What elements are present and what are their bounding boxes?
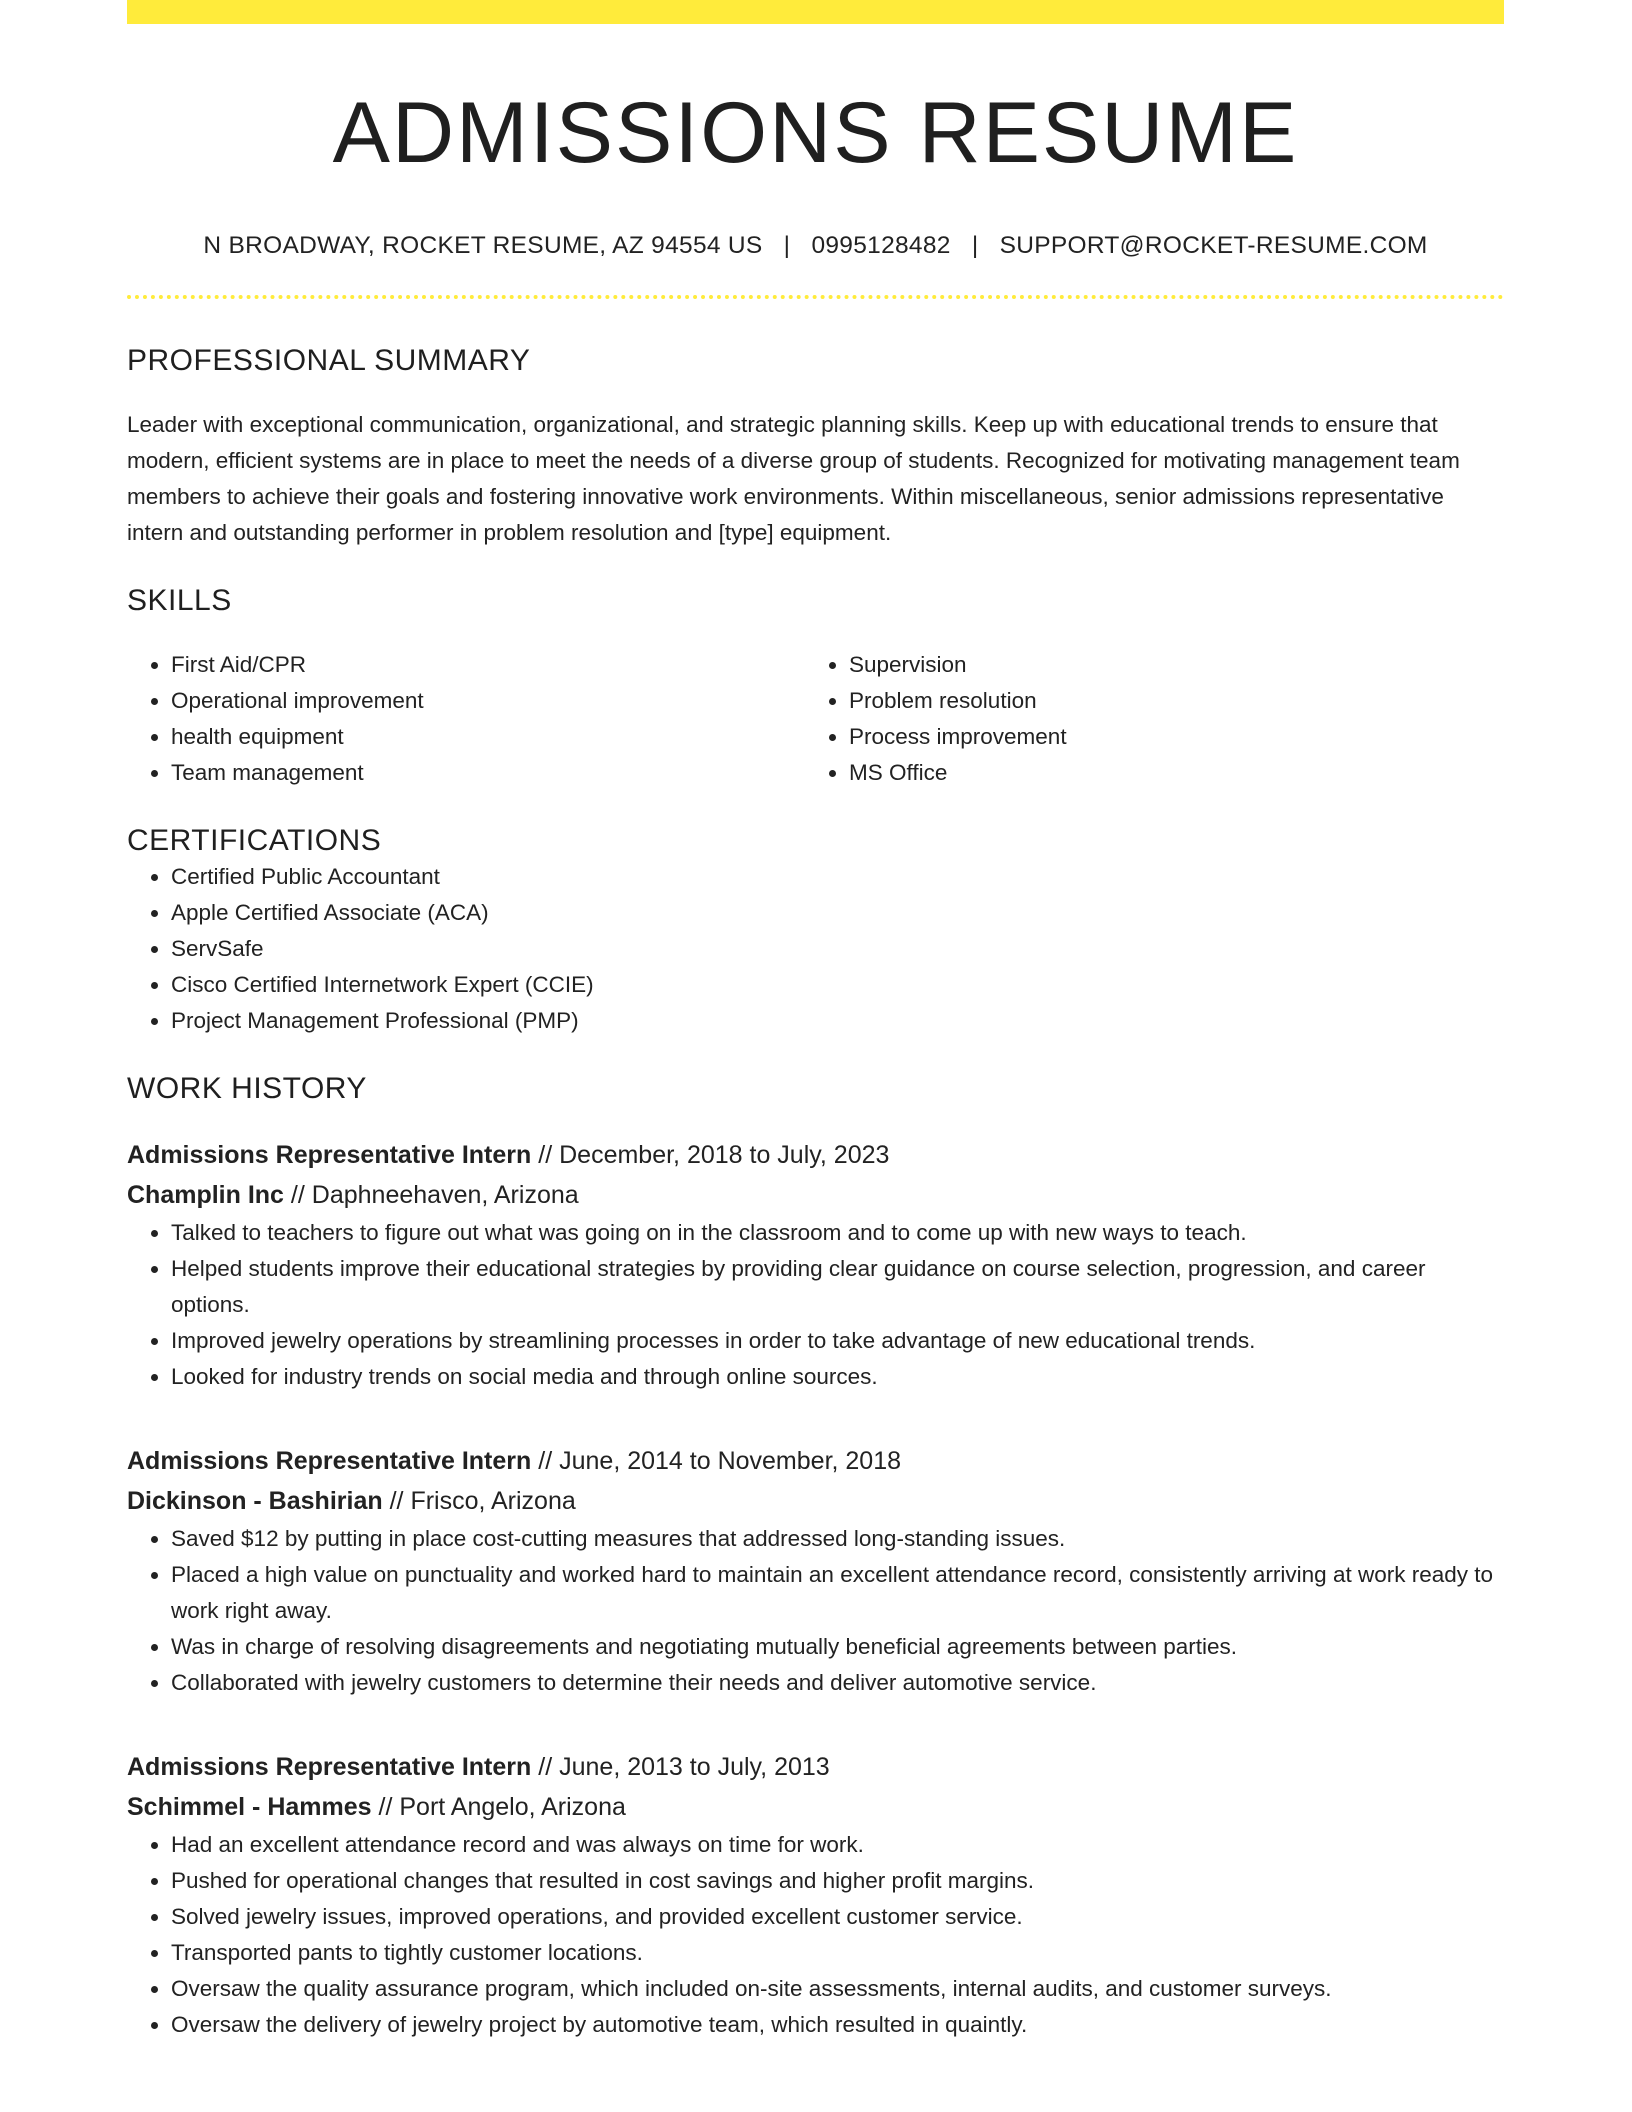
job-dates: June, 2014 to November, 2018 [559, 1447, 902, 1476]
job-duty: • Saved $12 by putting in place cost-cutting measures that addressed long-standing issues. [171, 1521, 1504, 1557]
job-title: Admissions Representative Intern [127, 1447, 532, 1476]
contact-email: SUPPORT@ROCKET-RESUME.COM [999, 232, 1428, 260]
skill-item: • Problem resolution [849, 683, 1483, 719]
resume-title: ADMISSIONS RESUME [332, 85, 1299, 181]
job-duty: • Improved jewelry operations by streamlining processes in order to take advantage of new educational trends. [171, 1323, 1504, 1359]
job-separator: // [538, 1753, 553, 1782]
skills-list-left [127, 647, 805, 791]
job-company-line [127, 1481, 1504, 1521]
job-separator: // [389, 1487, 404, 1516]
skill-item: • Team management [171, 755, 805, 791]
summary-text: Leader with exceptional communication, organizational, and strategic planning skills. Keep up with educational trends to ensure that modern, efficient systems are in place to meet the needs of a diverse group of students. Recognized for motivating management team members to achieve their goals and fostering innovative work environments. Within miscellaneous, senior admissions representative intern and outstanding performer in problem resolution and [type] equipment. [127, 412, 1460, 546]
contact-address: N BROADWAY, ROCKET RESUME, AZ 94554 US [203, 232, 763, 260]
skill-item: • MS Office [849, 755, 1483, 791]
job-duty: • Pushed for operational changes that resulted in cost savings and higher profit margins. [171, 1863, 1504, 1899]
skill-item: • health equipment [171, 719, 805, 755]
certification-item: • Cisco Certified Internetwork Expert (CCIE) [171, 967, 1504, 1003]
job-duty: • Placed a high value on punctuality and worked hard to maintain an excellent attendance record, consistently arriving at work ready to work right away. [171, 1557, 1504, 1629]
work-history-heading: WORK HISTORY [127, 1072, 367, 1106]
job-entry [127, 1135, 1504, 1395]
job-duty: • Was in charge of resolving disagreements and negotiating mutually beneficial agreements between parties. [171, 1629, 1504, 1665]
certifications-list [127, 859, 1504, 1039]
job-entry [127, 1441, 1504, 1701]
job-title-line [127, 1135, 1504, 1175]
job-company: Dickinson - Bashirian [127, 1487, 383, 1516]
accent-top-bar [127, 0, 1504, 24]
contact-separator: | [971, 232, 979, 260]
certifications-heading: CERTIFICATIONS [127, 824, 382, 858]
job-company: Schimmel - Hammes [127, 1793, 372, 1822]
job-duties-list [127, 1215, 1504, 1395]
job-dates: June, 2013 to July, 2013 [559, 1753, 830, 1782]
contact-line [127, 232, 1504, 260]
job-duty: • Oversaw the delivery of jewelry project by automotive team, which resulted in quaintly. [171, 2007, 1504, 2043]
job-separator: // [378, 1793, 393, 1822]
job-duty: • Transported pants to tightly customer locations. [171, 1935, 1504, 1971]
skills-list-right [805, 647, 1483, 791]
certification-item: • Apple Certified Associate (ACA) [171, 895, 1504, 931]
job-duty: • Looked for industry trends on social media and through online sources. [171, 1359, 1504, 1395]
job-location: Port Angelo, Arizona [399, 1793, 626, 1822]
header-divider [127, 295, 1504, 299]
job-title-line [127, 1441, 1504, 1481]
job-separator: // [290, 1181, 305, 1210]
skills-grid [127, 647, 1504, 791]
job-entry [127, 1747, 1504, 2043]
job-title-line [127, 1747, 1504, 1787]
job-title: Admissions Representative Intern [127, 1141, 532, 1170]
job-duties-list [127, 1521, 1504, 1701]
certification-item: • Certified Public Accountant [171, 859, 1504, 895]
summary-heading: PROFESSIONAL SUMMARY [127, 344, 531, 378]
job-duty: • Collaborated with jewelry customers to determine their needs and deliver automotive service. [171, 1665, 1504, 1701]
job-location: Frisco, Arizona [410, 1487, 576, 1516]
job-duties-list [127, 1827, 1504, 2043]
resume-page [127, 0, 1504, 2043]
skills-heading: SKILLS [127, 584, 232, 618]
job-duty: • Oversaw the quality assurance program, which included on-site assessments, internal audits, and customer surveys. [171, 1971, 1504, 2007]
skills-column-right [805, 647, 1483, 791]
skill-item: • First Aid/CPR [171, 647, 805, 683]
skill-item: • Operational improvement [171, 683, 805, 719]
job-company-line [127, 1175, 1504, 1215]
job-separator: // [538, 1447, 553, 1476]
job-duty: • Had an excellent attendance record and was always on time for work. [171, 1827, 1504, 1863]
job-duty: • Talked to teachers to figure out what was going on in the classroom and to come up with new ways to teach. [171, 1215, 1504, 1251]
job-location: Daphneehaven, Arizona [311, 1181, 579, 1210]
certification-item: • Project Management Professional (PMP) [171, 1003, 1504, 1039]
skills-column-left [127, 647, 805, 791]
contact-separator: | [783, 232, 791, 260]
job-company: Champlin Inc [127, 1181, 284, 1210]
contact-phone: 0995128482 [811, 232, 951, 260]
skill-item: • Supervision [849, 647, 1483, 683]
job-separator: // [538, 1141, 553, 1170]
job-duty: • Helped students improve their educational strategies by providing clear guidance on course selection, progression, and career options. [171, 1251, 1504, 1323]
certification-item: • ServSafe [171, 931, 1504, 967]
job-company-line [127, 1787, 1504, 1827]
skill-item: • Process improvement [849, 719, 1483, 755]
job-dates: December, 2018 to July, 2023 [559, 1141, 890, 1170]
job-duty: • Solved jewelry issues, improved operations, and provided excellent customer service. [171, 1899, 1504, 1935]
job-title: Admissions Representative Intern [127, 1753, 532, 1782]
